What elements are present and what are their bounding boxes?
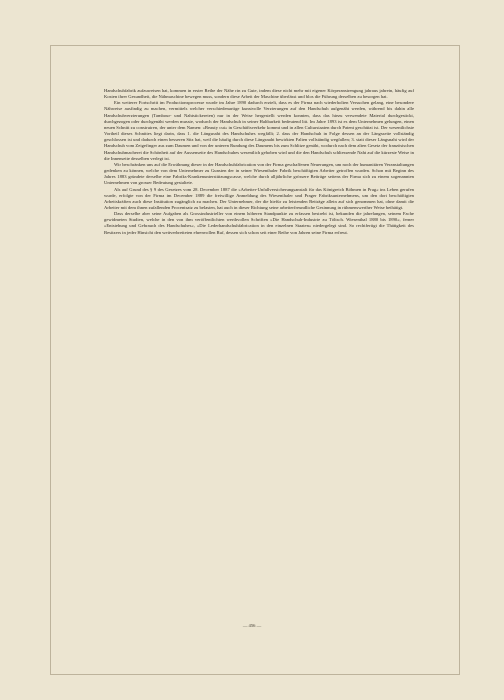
paragraph-5: Dass derselbe aber seine Aufgaben als Grossindustrieller von einem höheren Standpunkte zu erfassen bestrebt ist, bekunden die jahrelangen, seinem Fache gewidmeten Studien, welche in den von ihm veröffentlichten werthvollen Schriften »Die Handschuh-Industrie zu Töltsch. Wiesenthal 1880 bis 1890«, ferner »Entstehung und Gebrauch des Handschuhes«, »Die Lederhandschuhfabrication in den einzelnen Staaten« niedergelegt sind. So rechtfertigt die Thätigkeit des Besitzers in jeder Hinsicht den weitverbreiteten ehrenvollen Ruf, dessen sich schon seit einer Reihe von Jahren seine Firma erfreut. xyxy=(104,211,414,235)
page-number: — 456 — xyxy=(242,623,262,628)
paragraph-3: Wir beschränken uns auf die Erwähnung dieser in der Handschuhfabrication von der Firma geschaffenen Neuerungen, um noch der humanitären Veranstaltungen gedenken zu können, welche von dem Unternehmer zu Gunsten der in seiner Wiesenthaler Fabrik beschäftigten Arbeiter getroffen wurden. Schon mit Beginn des Jahres 1883 gründete derselbe eine Fabriks-Krankenunterstützungscasse, welche durch alljährliche grössere Beiträge seitens der Firma sich zu einem sogenannten Unternehmen von grosser Bedeutung gestaltete. xyxy=(104,161,414,186)
paragraph-2: Ein weiterer Fortschritt im Productionsprocesse wurde im Jahre 1890 dadurch erzielt, dass es der Firma nach wiederholten Versuchen gelang, eine besondere Nähweise ausfindig zu machen, vermittels welcher verschiedenartige kunstvolle Verzierungen auf den Handschuh aufgenäht werden, während bis dahin alle Handschuhverzierungen (Tambour- und Nahtstickereien) nur in der Weise hergestellt werden konnten, dass das hiezu verwendete Material durchgestickt, durchgezogen oder durchgenäht werden musste, wodurch der Handschuh in seiner Haltbarkeit bedeutend litt. Im Jahre 1893 ist es dem Unternehmen gelungen, einen neuen Schnitt zu construiren, der unter dem Namen: »Beauty cut« in Geschäftsverkehr kommt und in allen Culturstaaten durch Patent geschützt ist. Der wesentlichste Vortheil dieses Schnittes liegt darin, dass 1. die Längsnaht des Handschuhes wegfällt; 2. dass der Handschuh in Folge dessen an der Längsseite vollständig geschlossen ist und dadurch einen besseren Sitz hat, weil die häufig durch diese Längsnaht bewirkten Falten vollständig wegfallen; 3. statt dieser Längsnaht wird der Handschuh vom Zeigefinger aus zum Daumen und von der unteren Rundung des Daumens bis zum Schlitze genäht, wodurch nach dem alten Gesetz der französischen Handschuhmacherei die Schönheit auf der Aussenseite des Handschuhes wesentlich gehoben wird und die den Handschuh schliessende Naht auf die kürzeste Weise in die Innenseite desselben verlegt ist. xyxy=(104,100,414,161)
paragraph-1: Handschuhfabrik aufzuweisen hat, kommen in erster Reihe der Nähe rin zu Gute, indem diese nicht mehr mit eigener Körperanstrengung jahraus jahrein, häufig auf Kosten ihrer Gesundheit, die Nähmaschine bewegen muss, sondern diese Arbeit der Maschine überlässt und blos die Führung derselben zu besorgen hat. xyxy=(104,88,414,100)
paragraph-4: Als auf Grund des § 9 des Gesetzes vom 28. December 1887 die »Arbeiter-Unfallversicherungsanstalt für das Königreich Böhmen in Prag« ins Leben gerufen wurde, erfolgte von der Firma im December 1889 die freiwillige Anmeldung des Wiesenthaler und Prager Fabriksunternehmens, um den dort beschäftigten Arbeitskräften auch diese Institution zugänglich zu machen. Der Unternehmer, der die hiefür zu leistenden Beiträge allein auf sich genommen hat, ohne damit die Arbeiter mit dem ihnen zufallenden Procentsatz zu belasten, hat auch in dieser Richtung seine arbeiterfreundliche Gesinnung in rühmenswerther Weise bethätigt. xyxy=(104,186,414,210)
body-text xyxy=(104,88,414,236)
